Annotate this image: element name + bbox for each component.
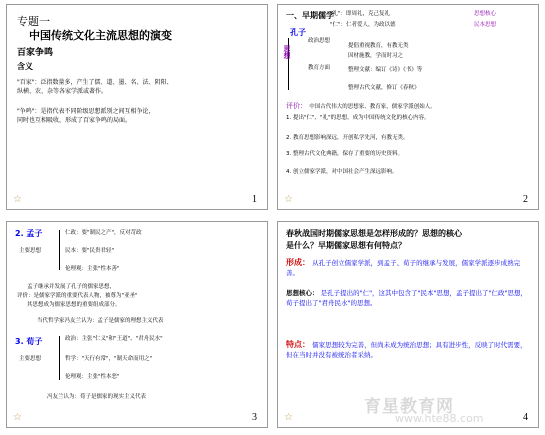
slide4-formation: 从孔子创立儒家学派，到孟子、荀子的继承与发展，儒家学派逐步成熟完善。	[286, 259, 521, 277]
slide2-row2: "仁"：仁者爱人，为政以德	[330, 22, 396, 28]
page-number: 1	[252, 194, 257, 205]
slide2-title: 一、早期儒学	[286, 11, 334, 20]
slide2-row2-note: 民本思想	[474, 22, 497, 28]
slide2-col2: 政治思想	[308, 38, 331, 44]
slide3-b3: 伦理观：主张"性本恶"	[65, 374, 120, 380]
slide4-feature-label: 特点：	[286, 340, 310, 349]
slide3-mid4: 当代哲学家冯友兰认为：孟子是儒家的理想主义代表	[37, 318, 164, 324]
slide-1[interactable]	[6, 4, 268, 210]
slide1-para2-line1: "争鸣"：是指代表不同阶级思想派别之间互相争论，	[17, 108, 155, 115]
slide4-core: 是孔子提出的"仁"，这其中包含了"民本"思想，孟子提出了"仁政"思想，荀子提出了"君舟民水"的思想。	[286, 289, 528, 307]
star-icon: ☆	[284, 194, 293, 205]
slide2-row1: "礼"：即周礼，克己复礼	[330, 11, 391, 17]
star-icon: ☆	[13, 412, 22, 423]
slide2-row6: 整理古代文献，修订《春秋》	[348, 85, 420, 91]
slide3-mid2: 评价：是儒家学派的重要代表人物，被尊为"亚圣"	[17, 293, 138, 299]
slide-2[interactable]	[277, 4, 539, 210]
star-icon: ☆	[284, 412, 293, 423]
slide3-mid3: 其思想成为儒家思想的重要组成部分。	[27, 302, 121, 308]
slide3-b1: 政治：主张"仁义"和"王道"、"君舟民水"	[65, 336, 163, 342]
watermark-url: www.hte88.com	[395, 412, 484, 425]
slide2-eval: 中国古代伟大的思想家、教育家，儒家学派创始人。	[309, 104, 436, 110]
slide2-point2: 2. 教育思想影响深远，开创私学先河，有教无类。	[286, 135, 409, 141]
page-number: 4	[523, 412, 528, 423]
slide1-para1-line2: 纵横、农、杂等各家学派或著作。	[17, 88, 108, 95]
slide2-row3: 提倡重视教育，有教无类	[348, 43, 409, 49]
slide2-col3: 教育方面	[308, 65, 331, 71]
slide4-formation-label: 形成：	[286, 258, 310, 267]
slide4-question-line1: 春秋战国时期儒家思想是怎样形成的？思想的核心	[286, 229, 462, 238]
slide3-b2: 哲学："天行有常"，"制天命而用之"	[65, 356, 153, 362]
slide2-row4: 因材施教，学而时习之	[348, 53, 404, 59]
slide2-col-label: 思想	[283, 45, 291, 59]
slide1-topic: 专题一	[17, 15, 50, 28]
page-number: 2	[523, 194, 528, 205]
slide2-row1-note: 思想核心	[474, 11, 497, 17]
slide3-a3: 伦理观：主张"性本善"	[65, 266, 120, 272]
slide1-section: 百家争鸣	[17, 48, 54, 58]
slide2-point1: 1. 提出"仁"、"礼"的思想，成为中国传统文化的核心内容。	[286, 115, 430, 121]
slide1-title: 中国传统文化主流思想的演变	[29, 29, 172, 42]
slide3-left2: 主要思想	[19, 356, 42, 362]
slide4-core-label: 思想核心：	[286, 289, 319, 297]
watermark-logo: 育星教育网	[364, 397, 454, 417]
slide3-left1: 主要思想	[19, 248, 42, 254]
slide3-b4: 冯友兰认为：荀子是儒家的现实主义代表	[47, 394, 147, 400]
slide1-subheading: 含义	[17, 62, 33, 71]
star-icon: ☆	[13, 194, 22, 205]
slide2-name: 孔子	[290, 28, 306, 37]
slide3-name1: 2. 孟子	[15, 229, 43, 238]
slide2-eval-label: 评价：	[286, 102, 307, 110]
bracket-line	[59, 336, 60, 380]
slide1-para1-line1: "百家"：泛指数量多，产生了儒、道、墨、名、法、阴阳、	[17, 79, 173, 86]
slide3-name2: 3. 荀子	[15, 337, 43, 346]
bracket-line	[59, 230, 60, 270]
slide4-question-line2: 是什么？早期儒家思想有何特点？	[286, 241, 406, 250]
slide3-mid1: 孟子继承并发展了孔子的儒家思想，	[27, 284, 116, 290]
slide1-para2-line2: 同时也互相吸收，形成了百家争鸣的局面。	[17, 117, 132, 124]
slide-3[interactable]	[6, 221, 268, 428]
page-number: 3	[252, 412, 257, 423]
slide2-row5: 整理文献：编订《诗》《书》等	[348, 67, 423, 73]
slide4-feature: 儒家思想较为完善，但尚未成为统治思想；具有进步性，反映了时代需要，但在当时并没有被统治者采纳。	[286, 341, 527, 359]
slide2-point4: 4. 创立儒家学派，对中国社会产生深远影响。	[286, 169, 398, 175]
slide3-a1: 仁政：要"制民之产"，反对苛政	[65, 230, 142, 236]
slide2-point3: 3. 整理古代文化典籍，保存了重要的历史资料。	[286, 151, 403, 157]
slide3-a2: 民本：要"民贵君轻"	[65, 248, 115, 254]
